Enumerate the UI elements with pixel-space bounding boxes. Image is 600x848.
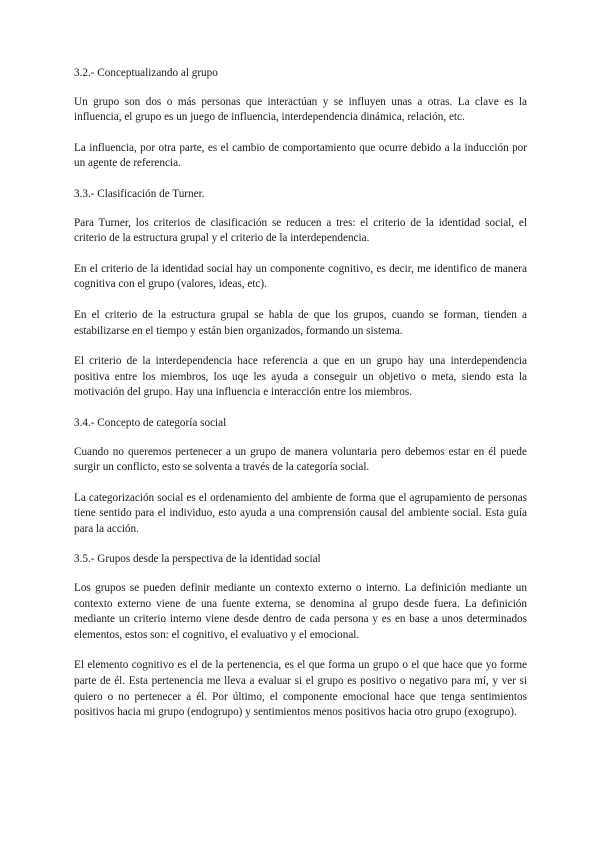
section-3-5 xyxy=(74,552,527,720)
paragraph: Los grupos se pueden definir mediante un contexto externo o interno. La definición mediante un contexto externo viene de una fuente externa, se denomina al grupo desde fuera. La definición mediante un criterio interno viene desde dentro de cada persona y es en base a unos determinados elementos, estos son: el cognitivo, el evaluativo y el emocional. xyxy=(74,582,527,641)
paragraph: Cuando no queremos pertenecer a un grupo de manera voluntaria pero debemos estar en él puede surgir un conflicto, esto se solventa a través de la categoría social. xyxy=(74,445,527,474)
section-3-2 xyxy=(74,66,527,172)
section-heading: 3.2.- Conceptualizando al grupo xyxy=(74,67,218,79)
section-heading: 3.3.- Clasificación de Turner. xyxy=(74,187,205,200)
section-3-3 xyxy=(74,187,527,401)
paragraph: En el criterio de la estructura grupal se habla de que los grupos, cuando se forman, tienden a estabilizarse en el tiempo y están bien organizados, formando un sistema. xyxy=(74,308,527,337)
paragraph: Para Turner, los criterios de clasificación se reducen a tres: el criterio de la identidad social, el criterio de la estructura grupal y el criterio de la interdependencia. xyxy=(74,216,527,245)
paragraph: En el criterio de la identidad social hay un componente cognitivo, es decir, me identifico de manera cognitiva con el grupo (valores, ideas, etc). xyxy=(74,262,527,291)
paragraph: El elemento cognitivo es el de la pertenencia, es el que forma un grupo o el que hace que yo forme parte de él. Esta pertenencia me lleva a evaluar si el grupo es positivo o negativo para mí, y ver si quiero o no pertenecer a él. Por último, el componente emocional hace que tenga sentimientos positivos hacia mi grupo (endogrupo) y sentimientos menos positivos hacia otro grupo (exogrupo). xyxy=(74,659,527,719)
paragraph: La influencia, por otra parte, es el cambio de comportamiento que ocurre debido a la inducción por un agente de referencia. xyxy=(74,141,527,170)
document-page xyxy=(74,66,527,736)
section-heading: 3.5.- Grupos desde la perspectiva de la identidad social xyxy=(74,553,321,566)
paragraph: Un grupo son dos o más personas que interactúan y se influyen unas a otras. La clave es la influencia, el grupo es un juego de influencia, interdependencia dinámica, relación, etc. xyxy=(74,95,527,124)
section-3-4 xyxy=(74,416,527,538)
paragraph: El criterio de la interdependencia hace referencia a que en un grupo hay una interdependencia positiva entre los miembros, los uqe les ayuda a conseguir un objetivo o meta, siendo esta la motivación del grupo. Hay una influencia e interacción entre los miembros. xyxy=(74,355,527,399)
section-heading: 3.4.- Concepto de categoría social xyxy=(74,416,227,429)
paragraph: La categorización social es el ordenamiento del ambiente de forma que el agrupamiento de personas tiene sentido para el individuo, esto ayuda a una comprensión causal del ambiente social. Esta guía para la acción. xyxy=(74,491,527,535)
